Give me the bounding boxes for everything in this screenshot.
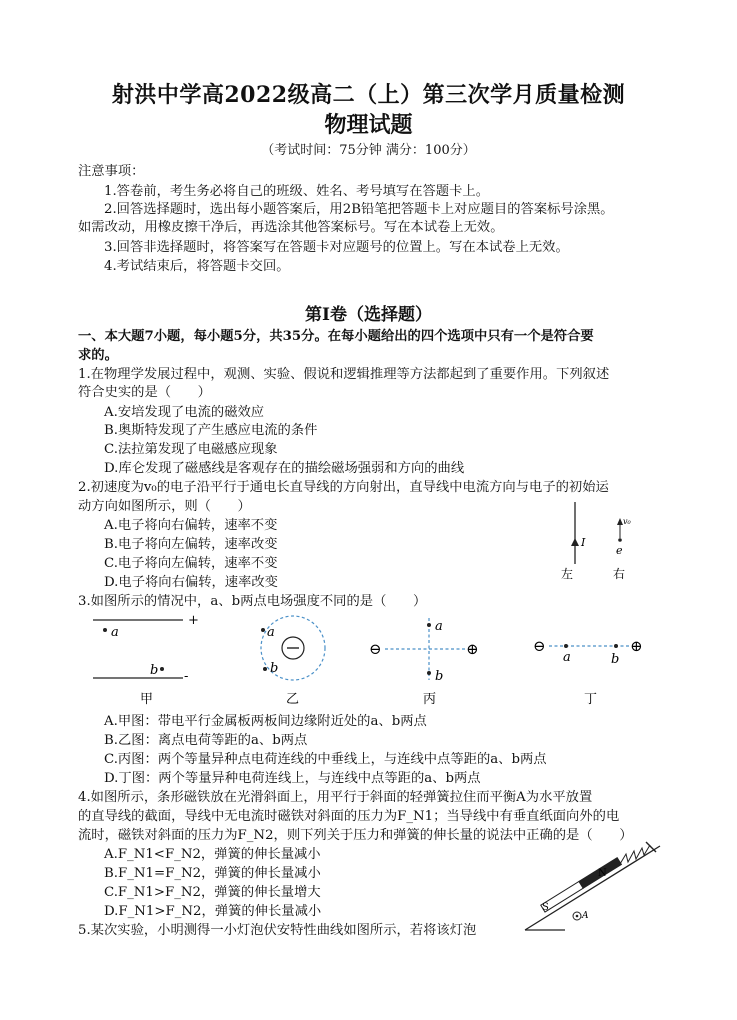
q3-figure-ding — [530, 608, 655, 708]
exam-title: 射洪中学高2022级高二（上）第三次学月质量检测 — [111, 82, 626, 108]
q3-figure-jia — [88, 608, 218, 708]
figure-label-yi: 乙 — [286, 692, 300, 707]
section-instruction: 求的。 — [78, 348, 118, 363]
q4-option-a: A.F_N1<F_N2，弹簧的伸长量减小 — [104, 847, 321, 862]
point-a-dot — [427, 623, 431, 627]
notice-item: 4.考试结束后，将答题卡交回。 — [104, 259, 290, 274]
q4-option-c: C.F_N1>F_N2，弹簧的伸长量增大 — [104, 885, 321, 900]
q4-figure — [520, 842, 670, 937]
notice-item: 1.答卷前，考生务必将自己的班级、姓名、考号填写在答题卡上。 — [104, 184, 489, 199]
spring-anchor — [646, 842, 656, 852]
plus-sign: + — [188, 613, 199, 628]
point-b-dot — [160, 667, 164, 671]
point-a-dot — [261, 628, 265, 632]
q1-stem: 符合史实的是（ ） — [78, 385, 211, 400]
left-label: 左 — [561, 567, 574, 581]
wire-label: A — [582, 911, 589, 921]
subject-title: 物理试题 — [324, 112, 413, 138]
q2-option-b: B.电子将向左偏转，速率改变 — [104, 537, 278, 552]
north-pole-label: N — [598, 868, 607, 879]
point-b-dot — [427, 671, 431, 675]
section-title: 第Ⅰ卷（选择题） — [305, 305, 432, 325]
bar-magnet — [541, 858, 622, 912]
electron-label: e — [616, 544, 623, 557]
current-out-dot — [576, 915, 579, 918]
notice-item: 3.回答非选择题时，将答案写在答题卡对应题号的位置上。写在本试卷上无效。 — [104, 240, 569, 255]
exam-time-score: （考试时间：75分钟 满分：100分） — [261, 143, 476, 158]
incline-slope — [525, 846, 660, 930]
point-a-label: a — [435, 619, 443, 634]
electron-dot — [618, 538, 622, 542]
point-a-label: a — [111, 625, 119, 640]
q2-option-d: D.电子将向右偏转，速率改变 — [104, 575, 278, 590]
q1-stem: 1.在物理学发展过程中，观测、实验、假说和逻辑推理等方法都起到了重要作用。下列叙述 — [78, 367, 610, 382]
plus-charge-icon: ⊕ — [630, 637, 643, 655]
right-label: 右 — [613, 567, 626, 581]
q4-option-b: B.F_N1=F_N2，弹簧的伸长量减小 — [104, 866, 321, 881]
point-b-label: b — [150, 663, 159, 678]
minus-sign: - — [184, 669, 189, 684]
point-a-label: a — [267, 625, 275, 640]
q1-option-b: B.奥斯特发现了产生感应电流的条件 — [104, 423, 318, 438]
q3-option-a: A.甲图：带电平行金属板两板间边缘附近处的a、b两点 — [104, 714, 427, 729]
figure-label-jia: 甲 — [140, 692, 154, 707]
south-pole-label: S — [542, 902, 549, 913]
q3-stem: 3.如图所示的情况中，a、b两点电场强度不同的是（ ） — [78, 594, 427, 609]
point-b-dot — [263, 667, 267, 671]
q2-option-a: A.电子将向右偏转，速率不变 — [104, 518, 278, 533]
q2-stem: 动方向如图所示，则（ ） — [78, 499, 251, 514]
point-b-label: b — [270, 661, 279, 676]
velocity-label: v₀ — [623, 517, 631, 526]
notice-heading: 注意事项： — [78, 164, 145, 179]
q3-figure-bing — [365, 608, 490, 708]
q4-stem: 4.如图所示，条形磁铁放在光滑斜面上，用平行于斜面的轻弹簧拉住而平衡A为水平放置 — [78, 790, 593, 805]
point-b-label: b — [435, 669, 444, 684]
q1-option-c: C.法拉第发现了电磁感应现象 — [104, 442, 278, 457]
q3-figure-yi — [250, 608, 340, 708]
notice-item: 2.回答选择题时，选出每小题答案后，用2B铅笔把答题卡上对应题目的答案标号涂黑。 — [104, 202, 614, 217]
q4-stem: 流时，磁铁对斜面的压力为F_N2，则下列关于压力和弹簧的伸长量的说法中正确的是（ ） — [78, 828, 633, 843]
point-a-dot — [564, 644, 568, 648]
q4-option-d: D.F_N1>F_N2，弹簧的伸长量减小 — [104, 904, 322, 919]
figure-label-ding: 丁 — [584, 692, 598, 707]
q4-stem: 的直导线的截面，导线中无电流时磁铁对斜面的压力为F_N1；当导线中有垂直纸面向外的电 — [78, 809, 620, 824]
section-instruction: 一、本大题7小题，每小题5分，共35分。在每小题给出的四个选项中只有一个是符合要 — [78, 329, 594, 344]
point-b-dot — [614, 644, 618, 648]
plus-charge-icon: ⊕ — [466, 640, 479, 658]
minus-charge-icon: ⊖ — [533, 637, 546, 655]
q2-option-c: C.电子将向左偏转，速率不变 — [104, 556, 278, 571]
q3-option-b: B.乙图：离点电荷等距的a、b两点 — [104, 733, 308, 748]
q1-option-d: D.库仑发现了磁感线是客观存在的描绘磁场强弱和方向的曲线 — [104, 461, 465, 476]
point-a-dot — [103, 628, 107, 632]
q2-stem: 2.初速度为v₀的电子沿平行于通电长直导线的方向射出，直导线中电流方向与电子的初始运 — [78, 480, 609, 495]
figure-label-bing: 丙 — [423, 692, 437, 707]
minus-charge-icon: ⊖ — [369, 640, 382, 658]
notice-item: 如需改动，用橡皮擦干净后，再选涂其他答案标号。写在本试卷上无效。 — [78, 220, 504, 235]
q3-option-d: D.丁图：两个等量异种电荷连线上，与连线中点等距的a、b两点 — [104, 771, 481, 786]
current-arrow-icon — [571, 538, 579, 546]
current-label: I — [581, 536, 586, 549]
q1-option-a: A.安培发现了电流的磁效应 — [104, 405, 265, 420]
q3-option-c: C.丙图：两个等量异种点电荷连线的中垂线上，与连线中点等距的a、b两点 — [104, 752, 547, 767]
point-b-label: b — [611, 652, 620, 667]
q2-figure — [555, 500, 635, 590]
q5-stem: 5.某次实验，小明测得一小灯泡伏安特性曲线如图所示，若将该灯泡 — [78, 923, 477, 938]
point-a-label: a — [563, 650, 571, 665]
